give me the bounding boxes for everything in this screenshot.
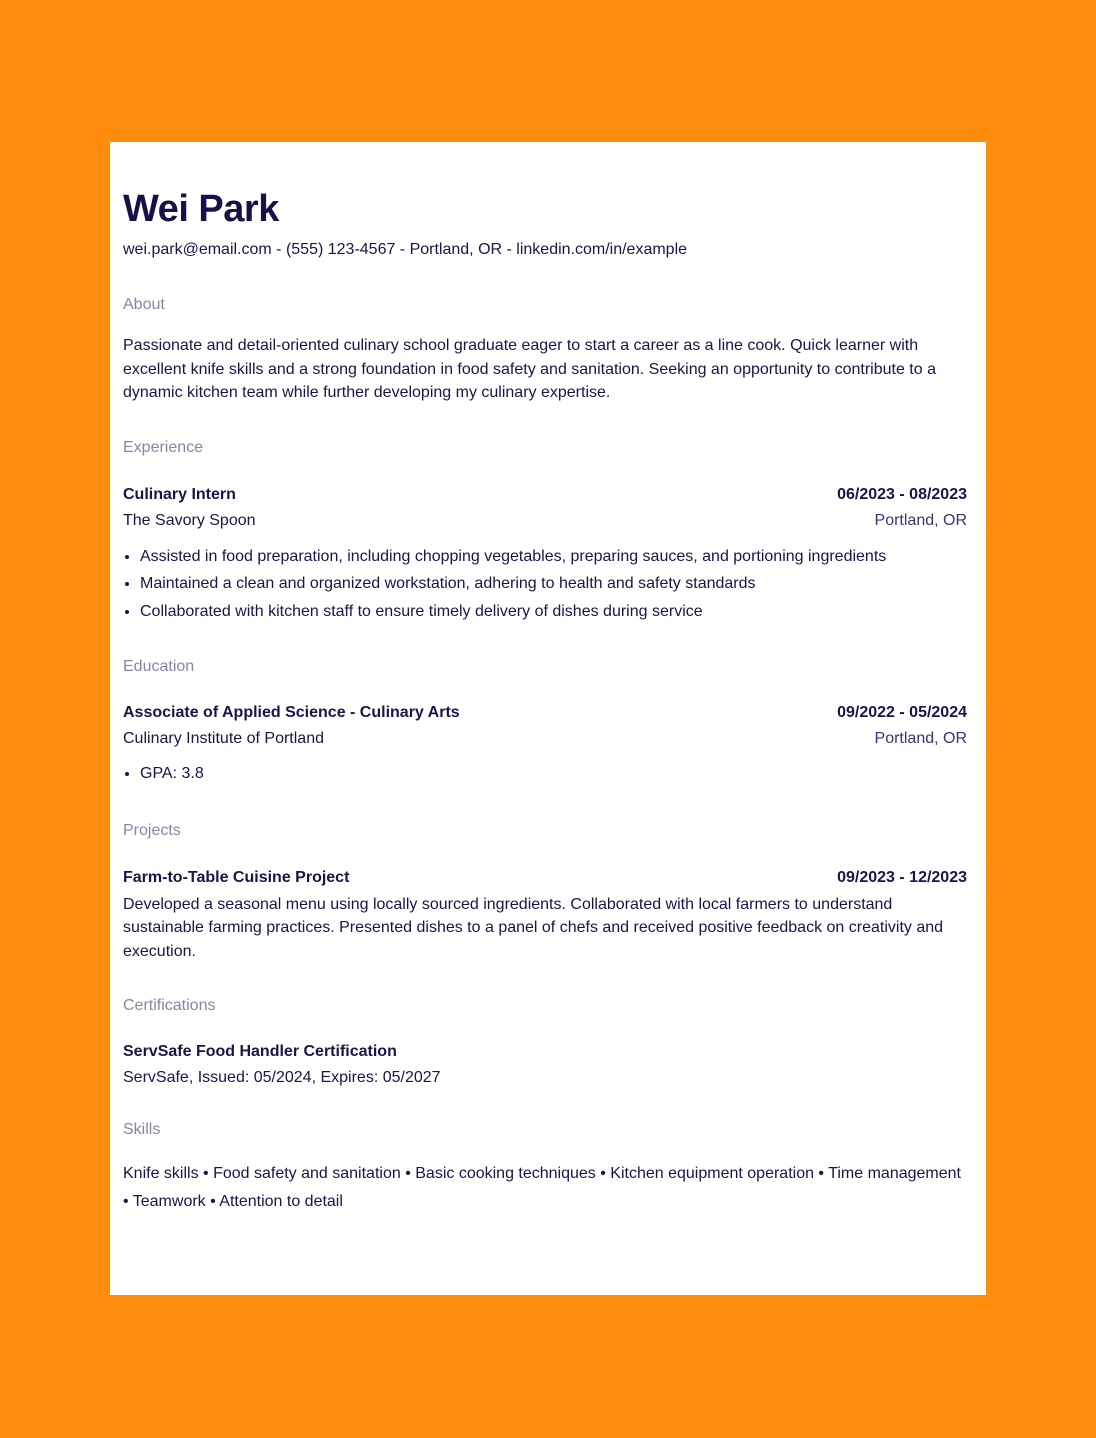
experience-bullet: • Collaborated with kitchen staff to ensure timely delivery of dishes during service — [140, 598, 967, 626]
education-bullet: • GPA: 3.8 — [140, 760, 967, 788]
project-dates: 09/2023 - 12/2023 — [837, 868, 967, 886]
section-title-about: About — [123, 296, 165, 313]
project-name: Farm-to-Table Cuisine Project — [123, 868, 350, 886]
certification-dates: Issued: 05/2024, Expires: 05/2027 — [193, 1069, 441, 1086]
education-header — [123, 703, 967, 723]
experience-bullets — [123, 543, 967, 626]
experience-company: The Savory Spoon — [123, 511, 256, 529]
experience-dates: 06/2023 - 08/2023 — [837, 485, 967, 503]
experience-subheader — [123, 511, 967, 531]
education-location: Portland, OR — [874, 730, 967, 747]
about-text: Passionate and detail-oriented culinary school graduate eager to start a career as a line cook. Quick learner with excellent knife skills and a strong foundation in food safety and sanitation. Seeking an opportunity to contribute to a dynamic kitchen team while further developing my culinary expertise. — [123, 337, 936, 401]
education-subheader — [123, 729, 967, 749]
education-bullets — [123, 760, 967, 788]
experience-header — [123, 485, 967, 505]
resume-page — [110, 142, 986, 1295]
project-header — [123, 868, 967, 888]
section-title-experience: Experience — [123, 438, 204, 456]
section-title-skills: Skills — [123, 1121, 161, 1138]
experience-role: Culinary Intern — [123, 485, 236, 503]
contact-line: wei.park@email.com - (555) 123-4567 - Portland, OR - linkedin.com/in/example — [123, 241, 688, 258]
skills-text: Knife skills • Food safety and sanitation • Basic cooking techniques • Kitchen equipment operation • Time management • Teamwork • Attention to detail — [123, 1165, 961, 1210]
experience-bullet: • Assisted in food preparation, including chopping vegetables, preparing sauces, and portioning ingredients — [140, 543, 967, 571]
certification-name: ServSafe Food Handler Certification — [123, 1043, 397, 1060]
certification-issuer: ServSafe, — [123, 1069, 194, 1086]
section-title-certifications: Certifications — [123, 997, 216, 1014]
section-title-education: Education — [123, 658, 195, 675]
certification-details — [123, 1068, 967, 1088]
education-dates: 09/2022 - 05/2024 — [837, 704, 967, 721]
candidate-name: Wei Park — [123, 188, 279, 230]
education-degree: Associate of Applied Science - Culinary Arts — [123, 704, 460, 721]
project-text: Developed a seasonal menu using locally sourced ingredients. Collaborated with local farmers to understand sustainable farming practices. Presented dishes to a panel of chefs and received positive feedback on creativity and execution. — [123, 895, 944, 960]
certification-header — [123, 1042, 967, 1062]
section-title-projects: Projects — [123, 821, 181, 839]
experience-bullet: • Maintained a clean and organized workstation, adhering to health and safety standards — [140, 570, 967, 598]
education-school: Culinary Institute of Portland — [123, 730, 324, 747]
experience-location: Portland, OR — [874, 511, 967, 529]
